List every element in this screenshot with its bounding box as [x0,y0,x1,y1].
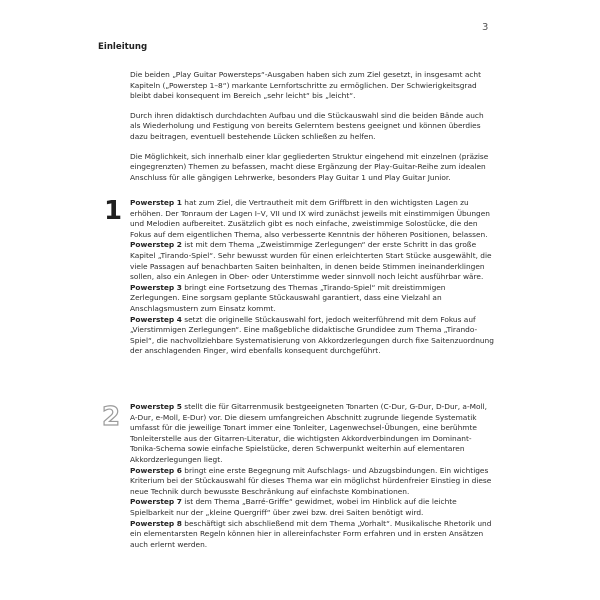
page-number: 3 [482,22,489,33]
powerstep-7 [130,497,496,518]
volume-2-number: 2 [102,402,121,432]
intro-paragraph-1: Die beiden „Play Guitar Powersteps“-Ausgaben haben sich zum Ziel gesetzt, in insgesamt acht Kapiteln („Powerstep 1–8“) markante Lernfortschritte zu ermöglichen. Der Schwierigkeitsgrad bleibt dabei konsequent im Bereich „sehr leicht“ bis „leicht“. [130,70,481,101]
powerstep-6 [130,466,496,498]
powerstep-label: Powerstep 1 [130,198,182,207]
powerstep-3 [130,283,496,315]
volume-2-block [130,402,496,550]
powerstep-text: ist mit dem Thema „Zweistimmige Zerlegungen“ der erste Schritt in das große Kapitel „Tirando-Spiel“. Sehr bewusst wurden für einen erleichterten Start Stücke ausgewählt, die viele Passagen auf benachbarten Saiten beinhalten, in denen beide Stimmen ineinanderklingen sollen, also ein Anlegen in Ober- oder Unterstimme weder sinnvoll noch leicht ausführbar wäre. [130,240,492,282]
powerstep-text: hat zum Ziel, die Vertrautheit mit dem Griffbrett in den wichtigsten Lagen zu erhöhen. Der Tonraum der Lagen I–V, VII und IX wird zunächst jeweils mit einstimmigen Übungen und Melodien aufbereitet. Zusätzlich gibt es noch einfache, zweistimmige Solostücke, die den Fokus auf dem eigentlichen Thema, also verbesserte Kenntnis der höheren Positionen, belassen. [130,198,490,239]
powerstep-label: Powerstep 6 [130,465,182,475]
volume-1-block [130,198,496,357]
powerstep-label: Powerstep 5 [130,402,182,411]
powerstep-2 [130,240,496,282]
section-title: Einleitung [98,42,148,52]
powerstep-label: Powerstep 8 [130,518,182,528]
intro-paragraph-2: Durch ihren didaktisch durchdachten Aufbau und die Stückauswahl sind die beiden Bände auch als Wiederholung und Festigung von bereits Gelerntem bestens geeignet und können überdies dazu beitragen, eventuell bestehende Lücken schließen zu helfen. [130,110,484,141]
powerstep-text: beschäftigt sich abschließend mit dem Thema „Vorhalt“. Musikalische Rhetorik und ein elementarsten Regeln können hier in allereinfachster Form erfahren und in ersten Ansätzen auch erlernt werden. [130,518,492,549]
powerstep-text: bringt eine erste Begegnung mit Aufschlags- und Abzugsbindungen. Ein wichtiges Kriterium bei der Stückauswahl für dieses Thema war ein möglichst hürdenfreier Einstieg in diese neue Technik durch bewusste Beschränkung auf einfachste Kombinationen. [130,465,492,496]
volume-1-number: 1 [104,196,123,226]
powerstep-label: Powerstep 3 [130,282,182,292]
powerstep-5 [130,402,496,466]
powerstep-1 [130,198,496,240]
powerstep-label: Powerstep 4 [130,314,182,324]
powerstep-label: Powerstep 2 [130,240,182,250]
powerstep-text: setzt die originelle Stückauswahl fort, jedoch weiterführend mit dem Fokus auf „Vierstimmigen Zerlegungen“. Eine maßgebliche didaktische Grundidee zum Thema „Tirando-Spiel“, die nachvollziehbare Systematisierung von Akkordzerlegungen durch fixe Saitenzuordnung der anschlagenden Finger, wird ebenfalls konsequent durchgeführt. [130,314,494,356]
powerstep-text: ist dem Thema „Barré-Griffe“ gewidmet, wobei im Hinblick auf die leichte Spielbarkeit nur der „kleine Quergriff“ über zwei bzw. drei Saiten benötigt wird. [130,497,457,517]
intro-text [130,70,496,192]
powerstep-4 [130,315,496,357]
powerstep-text: bringt eine Fortsetzung des Themas „Tirando-Spiel“ mit dreistimmigen Zerlegungen. Eine sorgsam geplante Stückauswahl garantiert, dass eine Vielzahl an Anschlagsmustern zum Einsatz kommt. [130,282,446,313]
powerstep-8 [130,519,496,551]
powerstep-label: Powerstep 7 [130,497,182,507]
intro-paragraph-3: Die Möglichkeit, sich innerhalb einer klar gegliederten Struktur eingehend mit einzelnen (präzise eingegrenzten) Themen zu befassen, macht diese Ergänzung der Play-Guitar-Reihe zum idealen Anschluss für alle gängigen Lehrwerke, besonders Play Guitar 1 und Play Guitar Junior. [130,151,489,182]
powerstep-text: stellt die für Gitarrenmusik bestgeeigneten Tonarten (C-Dur, G-Dur, D-Dur, a-Moll, A-Dur, e-Moll, E-Dur) vor. Die diesem umfangreichen Abschnitt zugrunde liegende Systematik umfasst für die jeweilige Tonart immer eine Tonleiter, Lagenwechsel-Übungen, eine berühmte Tonleiterstelle aus der Gitarren-Literatur, die wichtigsten Akkordverbindungen im Dominant-Tonika-Schema sowie einfache Spielstücke, deren Schwerpunkt weiterhin auf elementaren Akkordzerlegungen liegt. [130,402,487,464]
